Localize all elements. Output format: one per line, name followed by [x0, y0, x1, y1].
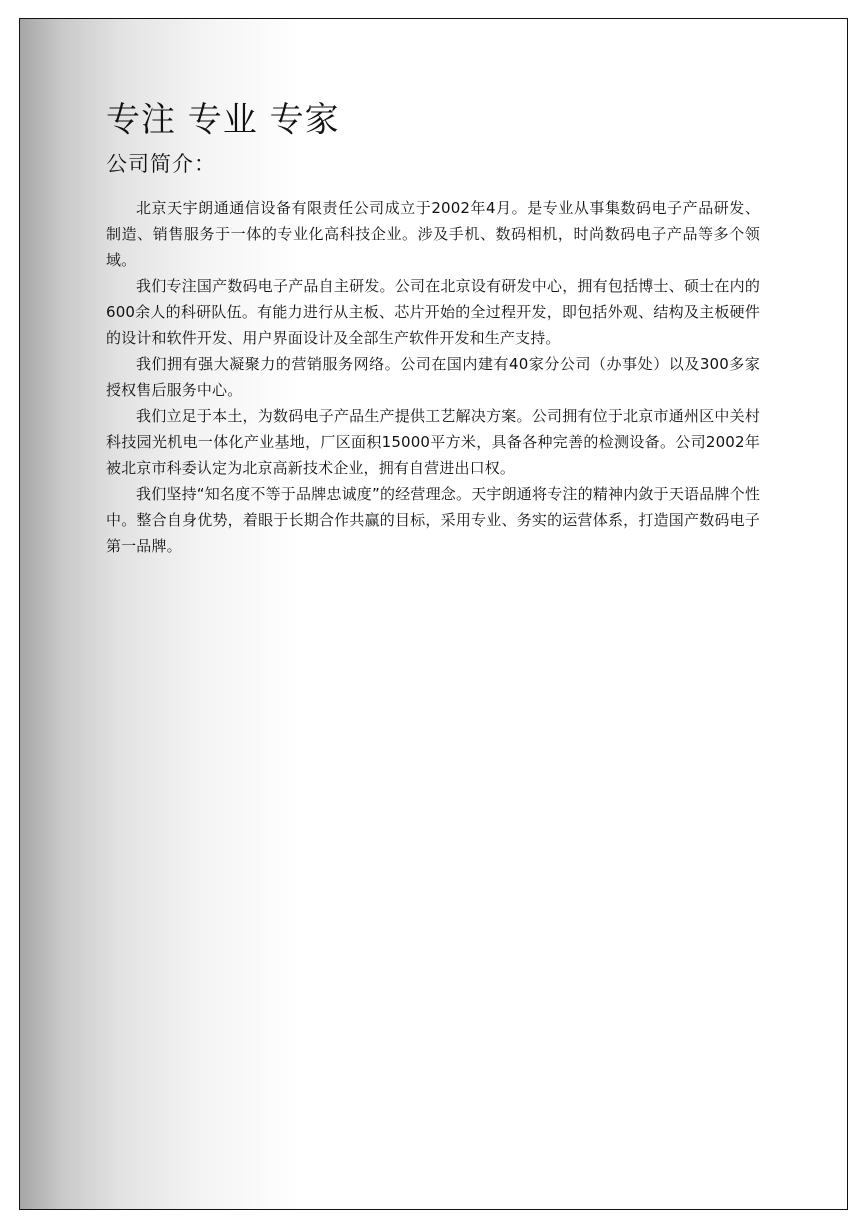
paragraph-brand-philosophy: 我们坚持“知名度不等于品牌忠诚度”的经营理念。天宇朗通将专注的精神内敛于天语品牌个性中。整合自身优势，着眼于长期合作共赢的目标，采用专业、务实的运营体系，打造国产数码电子第一品牌。	[106, 485, 760, 555]
paragraph-intro: 北京天宇朗通通信设备有限责任公司成立于2002年4月。是专业从事集数码电子产品研发、制造、销售服务于一体的专业化高科技企业。涉及手机、数码相机，时尚数码电子产品等多个领域。	[106, 199, 760, 269]
paragraph-sales-network: 我们拥有强大凝聚力的营销服务网络。公司在国内建有40家分公司（办事处）以及300多家授权售后服务中心。	[106, 355, 760, 399]
company-profile	[106, 99, 760, 559]
slogan-heading: 专注 专业 专家	[106, 100, 340, 140]
paragraph-rnd: 我们专注国产数码电子产品自主研发。公司在北京设有研发中心，拥有包括博士、硕士在内的600余人的科研队伍。有能力进行从主板、芯片开始的全过程开发，即包括外观、结构及主板硬件的设计和软件开发、用户界面设计及全部生产软件开发和生产支持。	[106, 277, 760, 347]
page-frame	[19, 18, 848, 1210]
section-title: 公司简介：	[106, 152, 216, 176]
paragraph-manufacturing: 我们立足于本土，为数码电子产品生产提供工艺解决方案。公司拥有位于北京市通州区中关村科技园光机电一体化产业基地，厂区面积15000平方米，具备各种完善的检测设备。公司2002年被北京市科委认定为北京高新技术企业，拥有自营进出口权。	[106, 407, 760, 477]
profile-body	[106, 195, 760, 559]
